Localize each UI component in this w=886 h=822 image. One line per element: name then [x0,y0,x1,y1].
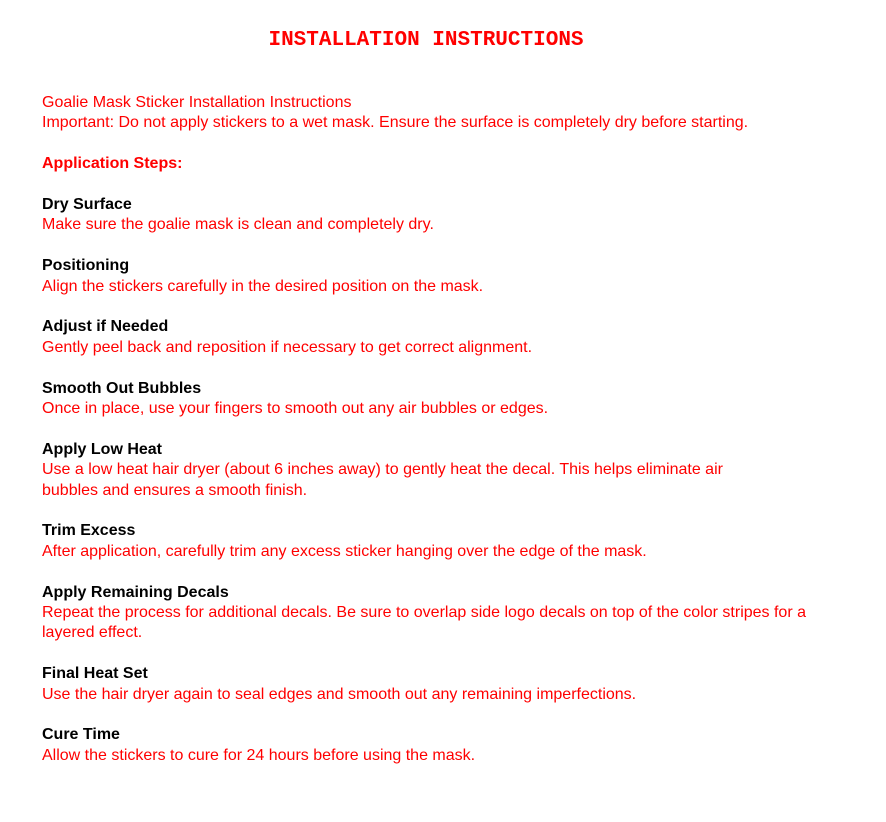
step-description: Use a low heat hair dryer (about 6 inches away) to gently heat the decal. This helps eliminate air bubbles and ensures a smooth finish. [42,461,723,499]
spacer [42,134,862,154]
step-item [42,725,862,766]
instructions-body [42,93,862,766]
step-title: Adjust if Needed [42,318,169,336]
spacer [42,175,862,195]
step-item [42,379,862,420]
step-title: Smooth Out Bubbles [42,379,202,397]
step-description: Repeat the process for additional decals. Be sure to overlap side logo decals on top of the color stripes for a layered effect. [42,604,806,642]
step-item [42,195,862,236]
intro-warning: Important: Do not apply stickers to a wet mask. Ensure the surface is completely dry before starting. [42,114,749,132]
step-title: Apply Remaining Decals [42,583,229,601]
step-description: Allow the stickers to cure for 24 hours before using the mask. [42,746,476,764]
steps-heading: Application Steps: [42,155,183,173]
step-description: After application, carefully trim any excess sticker hanging over the edge of the mask. [42,542,647,560]
step-title: Dry Surface [42,196,132,213]
step-title: Positioning [42,257,130,275]
step-description: Make sure the goalie mask is clean and completely dry. [42,216,434,234]
step-item [42,317,862,358]
page-title: INSTALLATION INSTRUCTIONS [268,29,584,52]
step-item [42,440,862,501]
step-item [42,521,862,562]
step-title: Apply Low Heat [42,440,163,458]
step-description: Align the stickers carefully in the desired position on the mask. [42,277,484,295]
step-description: Gently peel back and reposition if necessary to get correct alignment. [42,338,533,356]
step-title: Trim Excess [42,522,136,540]
intro-heading: Goalie Mask Sticker Installation Instructions [42,94,352,111]
step-description: Use the hair dryer again to seal edges and smooth out any remaining imperfections. [42,685,637,703]
steps-list [42,195,862,766]
step-title: Cure Time [42,726,120,744]
step-item [42,583,862,644]
step-description: Once in place, use your fingers to smooth out any air bubbles or edges. [42,400,549,418]
step-item [42,256,862,297]
step-item [42,664,862,705]
step-title: Final Heat Set [42,665,148,683]
